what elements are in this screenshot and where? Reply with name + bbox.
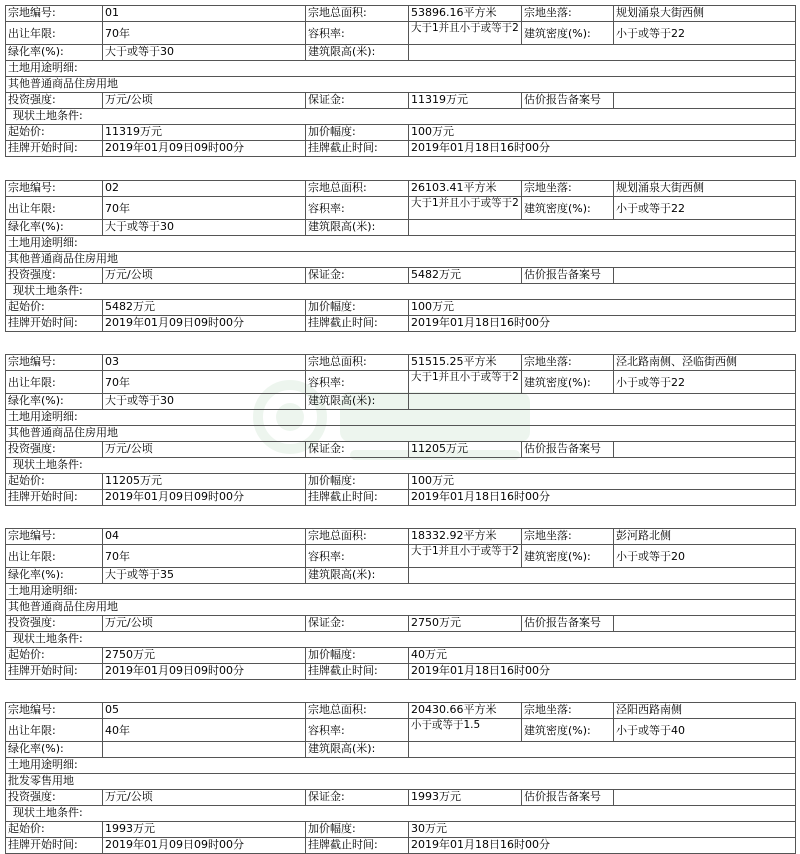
- listing-start-label: 挂牌开始时间:: [6, 316, 103, 332]
- start-price-value: 2750万元: [103, 648, 306, 664]
- parcel-table-02: [5, 180, 796, 332]
- appraisal-label: 估价报告备案号: [522, 616, 614, 632]
- parcel-no-label: 宗地编号:: [6, 355, 103, 371]
- density-value: 小于或等于22: [614, 22, 796, 45]
- far-value: 小于或等于1.5: [409, 719, 522, 742]
- listing-start-value: 2019年01月09日09时00分: [103, 838, 306, 854]
- far-label: 容积率:: [306, 197, 409, 220]
- far-value: 大于1并且小于或等于2: [409, 22, 522, 45]
- start-price-label: 起始价:: [6, 822, 103, 838]
- use-detail-label: 土地用途明细:: [6, 584, 796, 600]
- deposit-label: 保证金:: [306, 93, 409, 109]
- total-area-value: 51515.25平方米: [409, 355, 522, 371]
- deposit-label: 保证金:: [306, 268, 409, 284]
- use-detail-value: 其他普通商品住房用地: [6, 426, 796, 442]
- start-price-label: 起始价:: [6, 125, 103, 141]
- deposit-label: 保证金:: [306, 616, 409, 632]
- invest-value: 万元/公顷: [103, 268, 306, 284]
- total-area-label: 宗地总面积:: [306, 181, 409, 197]
- invest-label: 投资强度:: [6, 616, 103, 632]
- increment-label: 加价幅度:: [306, 300, 409, 316]
- green-value: 大于或等于30: [103, 220, 306, 236]
- listing-start-label: 挂牌开始时间:: [6, 490, 103, 506]
- height-label: 建筑限高(米):: [306, 568, 409, 584]
- appraisal-label: 估价报告备案号: [522, 790, 614, 806]
- listing-start-value: 2019年01月09日09时00分: [103, 490, 306, 506]
- parcel-table-01: [5, 5, 796, 157]
- total-area-value: 53896.16平方米: [409, 6, 522, 22]
- listing-end-label: 挂牌截止时间:: [306, 141, 409, 157]
- location-label: 宗地坐落:: [522, 703, 614, 719]
- listing-end-value: 2019年01月18日16时00分: [409, 141, 796, 157]
- term-label: 出让年限:: [6, 545, 103, 568]
- height-label: 建筑限高(米):: [306, 45, 409, 61]
- invest-label: 投资强度:: [6, 442, 103, 458]
- increment-value: 30万元: [409, 822, 796, 838]
- start-price-label: 起始价:: [6, 648, 103, 664]
- deposit-value: 2750万元: [409, 616, 522, 632]
- term-label: 出让年限:: [6, 22, 103, 45]
- green-label: 绿化率(%):: [6, 45, 103, 61]
- height-label: 建筑限高(米):: [306, 220, 409, 236]
- density-label: 建筑密度(%):: [522, 545, 614, 568]
- listing-start-value: 2019年01月09日09时00分: [103, 664, 306, 680]
- term-value: 70年: [103, 197, 306, 220]
- height-value: [409, 394, 796, 410]
- appraisal-value: [614, 268, 796, 284]
- density-label: 建筑密度(%):: [522, 371, 614, 394]
- use-detail-value: 批发零售用地: [6, 774, 796, 790]
- increment-label: 加价幅度:: [306, 648, 409, 664]
- use-detail-value: 其他普通商品住房用地: [6, 252, 796, 268]
- listing-start-label: 挂牌开始时间:: [6, 838, 103, 854]
- start-price-value: 11319万元: [103, 125, 306, 141]
- listing-end-value: 2019年01月18日16时00分: [409, 316, 796, 332]
- term-label: 出让年限:: [6, 371, 103, 394]
- increment-value: 40万元: [409, 648, 796, 664]
- height-label: 建筑限高(米):: [306, 394, 409, 410]
- start-price-value: 5482万元: [103, 300, 306, 316]
- invest-label: 投资强度:: [6, 93, 103, 109]
- height-label: 建筑限高(米):: [306, 742, 409, 758]
- deposit-value: 11319万元: [409, 93, 522, 109]
- appraisal-value: [614, 790, 796, 806]
- parcel-no-value: 05: [103, 703, 306, 719]
- appraisal-value: [614, 616, 796, 632]
- invest-value: 万元/公顷: [103, 616, 306, 632]
- use-detail-value: 其他普通商品住房用地: [6, 77, 796, 93]
- use-detail-label: 土地用途明细:: [6, 61, 796, 77]
- start-price-value: 1993万元: [103, 822, 306, 838]
- listing-end-value: 2019年01月18日16时00分: [409, 664, 796, 680]
- listing-start-label: 挂牌开始时间:: [6, 141, 103, 157]
- use-detail-label: 土地用途明细:: [6, 236, 796, 252]
- increment-label: 加价幅度:: [306, 125, 409, 141]
- term-value: 70年: [103, 371, 306, 394]
- density-label: 建筑密度(%):: [522, 22, 614, 45]
- invest-value: 万元/公顷: [103, 790, 306, 806]
- increment-value: 100万元: [409, 125, 796, 141]
- invest-label: 投资强度:: [6, 790, 103, 806]
- density-value: 小于或等于22: [614, 197, 796, 220]
- parcel-no-value: 04: [103, 529, 306, 545]
- listing-end-label: 挂牌截止时间:: [306, 838, 409, 854]
- status-label: 现状土地条件:: [6, 632, 796, 648]
- far-label: 容积率:: [306, 545, 409, 568]
- green-value: 大于或等于30: [103, 45, 306, 61]
- location-value: 泾北路南侧、泾临街西侧: [614, 355, 796, 371]
- green-value: 大于或等于35: [103, 568, 306, 584]
- listing-end-label: 挂牌截止时间:: [306, 664, 409, 680]
- parcel-no-value: 01: [103, 6, 306, 22]
- location-value: 泾阳西路南侧: [614, 703, 796, 719]
- total-area-value: 20430.66平方米: [409, 703, 522, 719]
- parcel-no-label: 宗地编号:: [6, 703, 103, 719]
- total-area-value: 18332.92平方米: [409, 529, 522, 545]
- far-value: 大于1并且小于或等于2: [409, 371, 522, 394]
- location-label: 宗地坐落:: [522, 181, 614, 197]
- deposit-value: 5482万元: [409, 268, 522, 284]
- listing-start-value: 2019年01月09日09时00分: [103, 141, 306, 157]
- parcel-no-label: 宗地编号:: [6, 6, 103, 22]
- appraisal-label: 估价报告备案号: [522, 268, 614, 284]
- increment-label: 加价幅度:: [306, 822, 409, 838]
- start-price-label: 起始价:: [6, 300, 103, 316]
- appraisal-value: [614, 93, 796, 109]
- listing-end-label: 挂牌截止时间:: [306, 316, 409, 332]
- invest-label: 投资强度:: [6, 268, 103, 284]
- listing-start-label: 挂牌开始时间:: [6, 664, 103, 680]
- green-value: [103, 742, 306, 758]
- status-label: 现状土地条件:: [6, 284, 796, 300]
- listing-end-label: 挂牌截止时间:: [306, 490, 409, 506]
- parcel-no-value: 02: [103, 181, 306, 197]
- far-label: 容积率:: [306, 719, 409, 742]
- height-value: [409, 45, 796, 61]
- use-detail-label: 土地用途明细:: [6, 758, 796, 774]
- increment-value: 100万元: [409, 474, 796, 490]
- density-value: 小于或等于22: [614, 371, 796, 394]
- height-value: [409, 568, 796, 584]
- deposit-label: 保证金:: [306, 790, 409, 806]
- deposit-value: 11205万元: [409, 442, 522, 458]
- start-price-value: 11205万元: [103, 474, 306, 490]
- term-label: 出让年限:: [6, 197, 103, 220]
- density-value: 小于或等于20: [614, 545, 796, 568]
- location-label: 宗地坐落:: [522, 529, 614, 545]
- invest-value: 万元/公顷: [103, 442, 306, 458]
- density-label: 建筑密度(%):: [522, 719, 614, 742]
- total-area-value: 26103.41平方米: [409, 181, 522, 197]
- appraisal-value: [614, 442, 796, 458]
- deposit-value: 1993万元: [409, 790, 522, 806]
- parcel-table-04: [5, 528, 796, 680]
- invest-value: 万元/公顷: [103, 93, 306, 109]
- appraisal-label: 估价报告备案号: [522, 93, 614, 109]
- start-price-label: 起始价:: [6, 474, 103, 490]
- location-label: 宗地坐落:: [522, 355, 614, 371]
- height-value: [409, 220, 796, 236]
- parcel-no-value: 03: [103, 355, 306, 371]
- location-value: 规划涌泉大街西侧: [614, 181, 796, 197]
- green-label: 绿化率(%):: [6, 220, 103, 236]
- term-label: 出让年限:: [6, 719, 103, 742]
- listing-end-value: 2019年01月18日16时00分: [409, 838, 796, 854]
- location-label: 宗地坐落:: [522, 6, 614, 22]
- deposit-label: 保证金:: [306, 442, 409, 458]
- term-value: 70年: [103, 22, 306, 45]
- green-label: 绿化率(%):: [6, 568, 103, 584]
- status-label: 现状土地条件:: [6, 458, 796, 474]
- status-label: 现状土地条件:: [6, 109, 796, 125]
- parcel-table-05: [5, 702, 796, 854]
- density-value: 小于或等于40: [614, 719, 796, 742]
- density-label: 建筑密度(%):: [522, 197, 614, 220]
- far-value: 大于1并且小于或等于2: [409, 545, 522, 568]
- status-label: 现状土地条件:: [6, 806, 796, 822]
- term-value: 40年: [103, 719, 306, 742]
- listing-end-value: 2019年01月18日16时00分: [409, 490, 796, 506]
- green-label: 绿化率(%):: [6, 394, 103, 410]
- listing-start-value: 2019年01月09日09时00分: [103, 316, 306, 332]
- parcel-no-label: 宗地编号:: [6, 529, 103, 545]
- increment-label: 加价幅度:: [306, 474, 409, 490]
- appraisal-label: 估价报告备案号: [522, 442, 614, 458]
- green-label: 绿化率(%):: [6, 742, 103, 758]
- term-value: 70年: [103, 545, 306, 568]
- far-label: 容积率:: [306, 22, 409, 45]
- far-label: 容积率:: [306, 371, 409, 394]
- total-area-label: 宗地总面积:: [306, 6, 409, 22]
- total-area-label: 宗地总面积:: [306, 355, 409, 371]
- use-detail-value: 其他普通商品住房用地: [6, 600, 796, 616]
- total-area-label: 宗地总面积:: [306, 703, 409, 719]
- green-value: 大于或等于30: [103, 394, 306, 410]
- increment-value: 100万元: [409, 300, 796, 316]
- location-value: 规划涌泉大街西侧: [614, 6, 796, 22]
- use-detail-label: 土地用途明细:: [6, 410, 796, 426]
- location-value: 彭河路北侧: [614, 529, 796, 545]
- parcel-no-label: 宗地编号:: [6, 181, 103, 197]
- height-value: [409, 742, 796, 758]
- parcel-table-03: [5, 354, 796, 506]
- far-value: 大于1并且小于或等于2: [409, 197, 522, 220]
- total-area-label: 宗地总面积:: [306, 529, 409, 545]
